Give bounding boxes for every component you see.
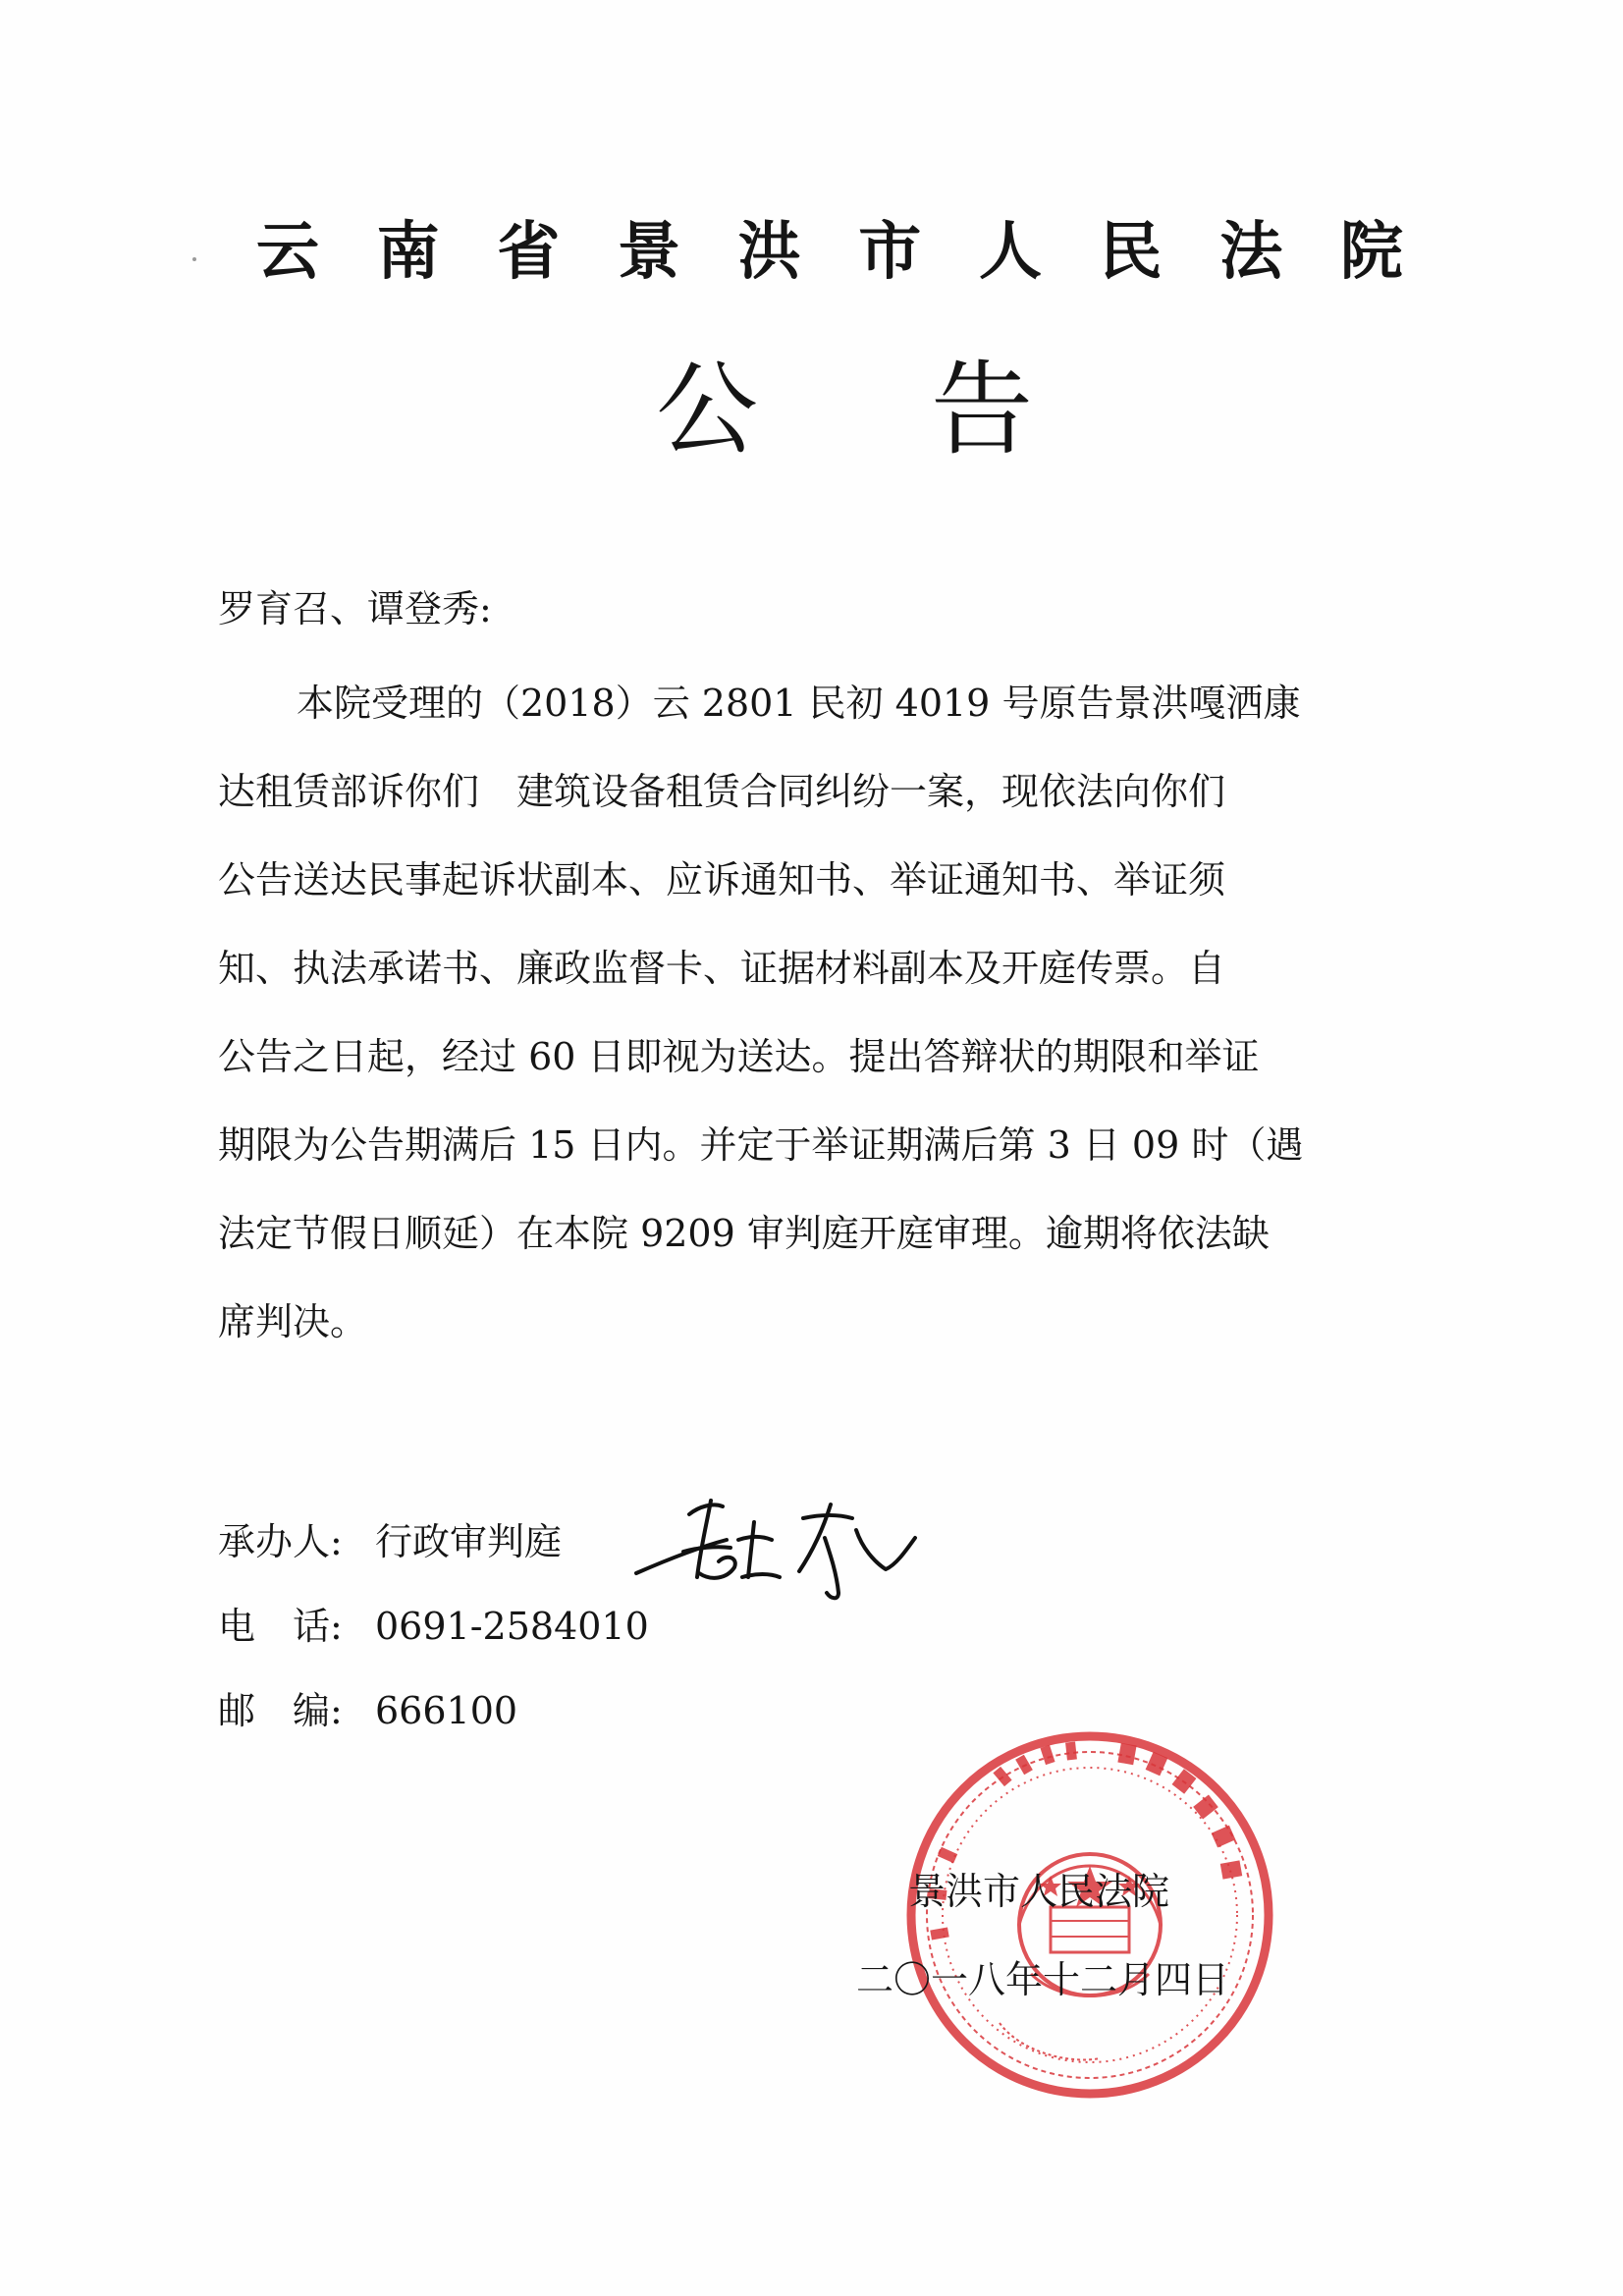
court-title-char: 南 — [376, 215, 440, 289]
court-title-char: 洪 — [737, 215, 801, 289]
postcode-label: 邮 编: — [218, 1689, 343, 1732]
phone-label: 电 话: — [218, 1605, 343, 1648]
body-line: 法定节假日顺延）在本院 9209 审判庭开庭审理。逾期将依法缺 — [218, 1212, 1270, 1255]
handler-value: 行政审判庭 — [375, 1520, 563, 1563]
body-line: 知、执法承诺书、廉政监督卡、证据材料副本及开庭传票。自 — [218, 947, 1226, 990]
court-title-char: 省 — [497, 215, 561, 289]
court-title-char: 民 — [1099, 215, 1163, 289]
document-title-char: 公 — [655, 350, 758, 469]
body-line: 达租赁部诉你们 建筑设备租赁合同纠纷一案，现依法向你们 — [218, 770, 1226, 813]
court-title-char: 市 — [858, 215, 922, 289]
scan-speck — [192, 257, 196, 261]
body-line: 公告送达民事起诉状副本、应诉通知书、举证通知书、举证须 — [218, 858, 1226, 902]
court-title-char: 云 — [256, 215, 319, 289]
signoff-date: 二〇一八年十二月四日 — [856, 1958, 1230, 2001]
body-line: 本院受理的（2018）云 2801 民初 4019 号原告景洪嘎洒康 — [297, 682, 1301, 725]
addressee: 罗育召、谭登秀: — [218, 587, 492, 630]
court-title-char: 院 — [1339, 215, 1403, 289]
body-line: 期限为公告期满后 15 日内。并定于举证期满后第 3 日 09 时（遇 — [218, 1123, 1304, 1167]
document-title — [648, 346, 1041, 473]
postcode-value: 666100 — [375, 1689, 518, 1732]
handler-label: 承办人: — [218, 1520, 343, 1563]
court-title-char: 景 — [617, 215, 680, 289]
signature-icon — [628, 1483, 923, 1611]
court-title — [250, 208, 1409, 297]
body-line: 席判决。 — [218, 1300, 368, 1343]
court-title-char: 法 — [1219, 215, 1283, 289]
phone-value: 0691-2584010 — [375, 1605, 649, 1648]
signoff-court: 景洪市人民法院 — [908, 1870, 1170, 1913]
court-title-char: 人 — [978, 215, 1042, 289]
body-line: 公告之日起，经过 60 日即视为送达。提出答辩状的期限和举证 — [218, 1035, 1260, 1078]
document-title-char: 告 — [930, 350, 1033, 469]
